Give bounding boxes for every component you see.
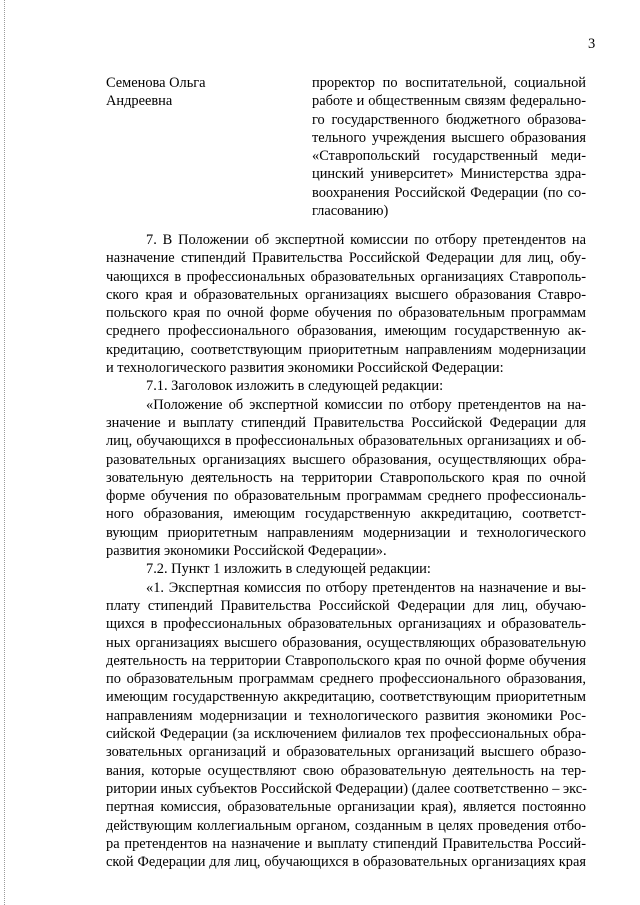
paragraph-point-1-line: деятельность на территории Ставропольского края по очной форме обучения — [106, 652, 586, 669]
signatory-role-line: работе и общественным связям федерально- — [312, 93, 586, 110]
signatory-role-line: цинский университет» Министерства здра- — [312, 166, 586, 183]
paragraph-point-1-line: пертная комиссия, образовательные организации края), является постоянно — [106, 799, 586, 816]
paragraph-point-1-line: по образовательным программам среднего профессионального образования, — [106, 671, 586, 688]
paragraph-title-line: ного образования, имеющим государственную аккредитацию, соответст- — [106, 506, 586, 523]
signatory-role-line: воохранения Российской Федерации (по со- — [312, 184, 586, 201]
document-body — [106, 231, 586, 871]
signatory-name-line: Семенова Ольга — [106, 75, 206, 91]
page-edge-line — [4, 0, 5, 905]
paragraph-point-1-line: зовательных организаций и образовательных организаций высшего образо- — [106, 744, 586, 761]
paragraph-7-line: среднего профессионального образования, имеющим государственную ак- — [106, 323, 586, 340]
signatory-role — [312, 74, 586, 220]
paragraph-point-1-line: сийской Федерации (за исключением филиалов тех профессиональных обра- — [106, 726, 586, 743]
paragraph-point-1-line: имеющим государственную аккредитацию, соответствующим приоритетным — [106, 689, 586, 706]
paragraph-point-1-line: щихся в профессиональных образовательных организациях и образователь- — [106, 616, 586, 633]
paragraph-point-1-line: вания, которые осуществляют свою образовательную деятельность на тер- — [106, 762, 586, 779]
paragraph-title-line: значение и выплату стипендий Правительства Российской Федерации для — [106, 414, 586, 431]
signatory-role-line: проректор по воспитательной, социальной — [312, 75, 586, 91]
paragraph-title-line: зовательную деятельность на территории Ставропольского края по очной — [106, 469, 586, 486]
paragraph-title-line: лиц, обучающихся в профессиональных образовательных организациях и об- — [106, 433, 586, 450]
paragraph-7-2-heading: 7.2. Пункт 1 изложить в следующей редакции: — [146, 561, 431, 578]
paragraph-7-line: и технологического развития экономики Российской Федерации: — [106, 360, 504, 377]
paragraph-point-1-line: действующим коллегиальным органом, созданным в целях проведения отбо- — [106, 817, 586, 834]
signatory-role-line: го государственного бюджетного образова- — [312, 111, 586, 128]
paragraph-7-line: польского края по очной форме обучения по образовательным программам — [106, 305, 586, 322]
paragraph-point-1-line: направлениям модернизации и технологического развития экономики Рос- — [106, 707, 586, 724]
paragraph-point-1-line: плату стипендий Правительства Российской Федерации для лиц, обучаю- — [106, 597, 586, 614]
paragraph-point-1-line: ской Федерации для лиц, обучающихся в образовательных организациях края — [106, 854, 586, 871]
signatory-name — [106, 74, 276, 111]
paragraph-title-line: форме обучения по образовательным программам среднего профессиональ- — [106, 488, 586, 505]
paragraph-7-line: кредитацию, соответствующим приоритетным направлениям модернизации — [106, 341, 586, 358]
signatory-role-line: гласованию) — [312, 203, 389, 220]
paragraph-point-1-line: ных организациях высшего образования, осуществляющих образовательную — [106, 634, 586, 651]
paragraph-title-line: вующим приоритетным направлениям модернизации и технологического — [106, 524, 586, 541]
paragraph-point-1-line: «1. Экспертная комиссия по отбору претендентов на назначение и вы- — [146, 579, 586, 596]
paragraph-point-1-line: ра претендентов на назначение и выплату стипендий Правительства Россий- — [106, 835, 586, 852]
paragraph-7-line: чающихся в профессиональных образовательных организациях Ставрополь- — [106, 268, 586, 285]
paragraph-title-line: разовательных организациях высшего образования, осуществляющих обра- — [106, 451, 586, 468]
paragraph-7-line: ского края и образовательных организациях высшего образования Ставро- — [106, 286, 586, 303]
signatory-name-line: Андреевна — [106, 93, 173, 110]
signatory-role-line: тельного учреждения высшего образования — [312, 129, 586, 146]
paragraph-7-1-heading: 7.1. Заголовок изложить в следующей редакции: — [146, 378, 444, 395]
paragraph-7-line: 7. В Положении об экспертной комиссии по отбору претендентов на — [146, 232, 586, 248]
paragraph-point-1-line: ритории иных субъектов Российской Федерации) (далее соответственно – экс- — [106, 780, 587, 797]
page-number: 3 — [588, 36, 596, 52]
paragraph-title-line: развития экономики Российской Федерации». — [106, 543, 387, 560]
paragraph-title-line: «Положение об экспертной комиссии по отбору претендентов на на- — [146, 396, 586, 413]
paragraph-7-line: назначение стипендий Правительства Российской Федерации для лиц, обу- — [106, 250, 586, 267]
signatory-role-line: «Ставропольский государственный меди- — [312, 148, 586, 165]
